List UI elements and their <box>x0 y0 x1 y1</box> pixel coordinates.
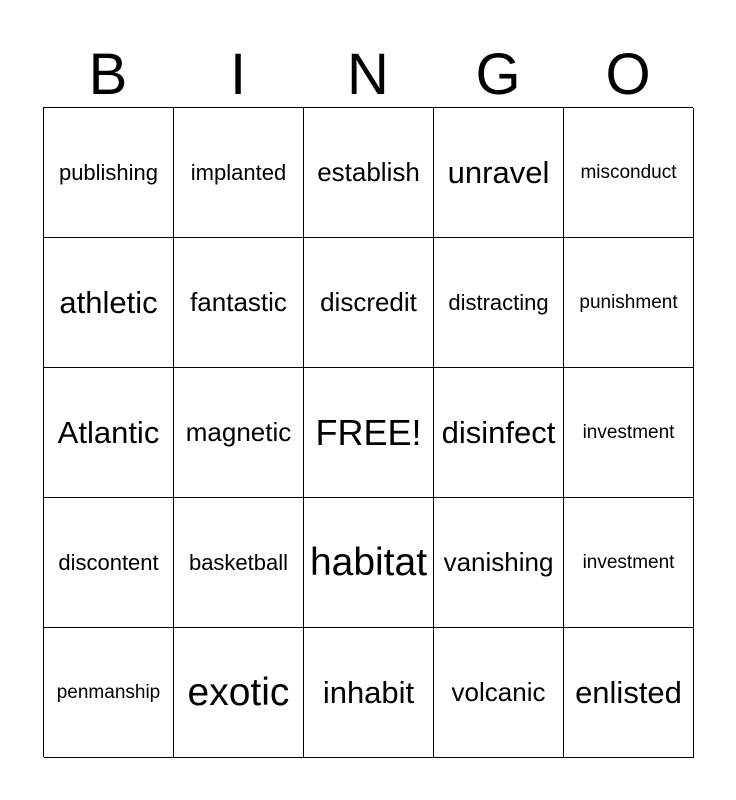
bingo-cell[interactable]: misconduct <box>564 108 694 238</box>
bingo-cell[interactable]: investment <box>564 368 694 498</box>
header-letter-n: N <box>347 42 389 107</box>
bingo-header <box>43 42 693 108</box>
bingo-cell[interactable]: inhabit <box>304 628 434 758</box>
header-letter-g: G <box>475 42 521 107</box>
bingo-cell[interactable]: distracting <box>434 238 564 368</box>
bingo-cell[interactable]: athletic <box>44 238 174 368</box>
bingo-cell[interactable]: disinfect <box>434 368 564 498</box>
bingo-cell[interactable]: publishing <box>44 108 174 238</box>
bingo-cell[interactable]: habitat <box>304 498 434 628</box>
bingo-cell[interactable]: investment <box>564 498 694 628</box>
bingo-cell[interactable]: basketball <box>174 498 304 628</box>
header-letter-o: O <box>605 42 651 107</box>
bingo-cell[interactable]: discredit <box>304 238 434 368</box>
header-letter-i: I <box>229 42 247 107</box>
bingo-cell[interactable]: vanishing <box>434 498 564 628</box>
bingo-cell[interactable]: Atlantic <box>44 368 174 498</box>
bingo-cell[interactable]: unravel <box>434 108 564 238</box>
bingo-cell[interactable]: magnetic <box>174 368 304 498</box>
bingo-cell[interactable]: enlisted <box>564 628 694 758</box>
bingo-cell[interactable]: penmanship <box>44 628 174 758</box>
bingo-cell[interactable]: punishment <box>564 238 694 368</box>
bingo-cell[interactable]: establish <box>304 108 434 238</box>
bingo-cell[interactable]: exotic <box>174 628 304 758</box>
bingo-board <box>43 107 693 757</box>
bingo-cell[interactable]: fantastic <box>174 238 304 368</box>
bingo-cell[interactable]: volcanic <box>434 628 564 758</box>
bingo-free-cell[interactable]: FREE! <box>304 368 434 498</box>
header-letter-b: B <box>88 42 128 107</box>
bingo-cell[interactable]: discontent <box>44 498 174 628</box>
bingo-cell[interactable]: implanted <box>174 108 304 238</box>
